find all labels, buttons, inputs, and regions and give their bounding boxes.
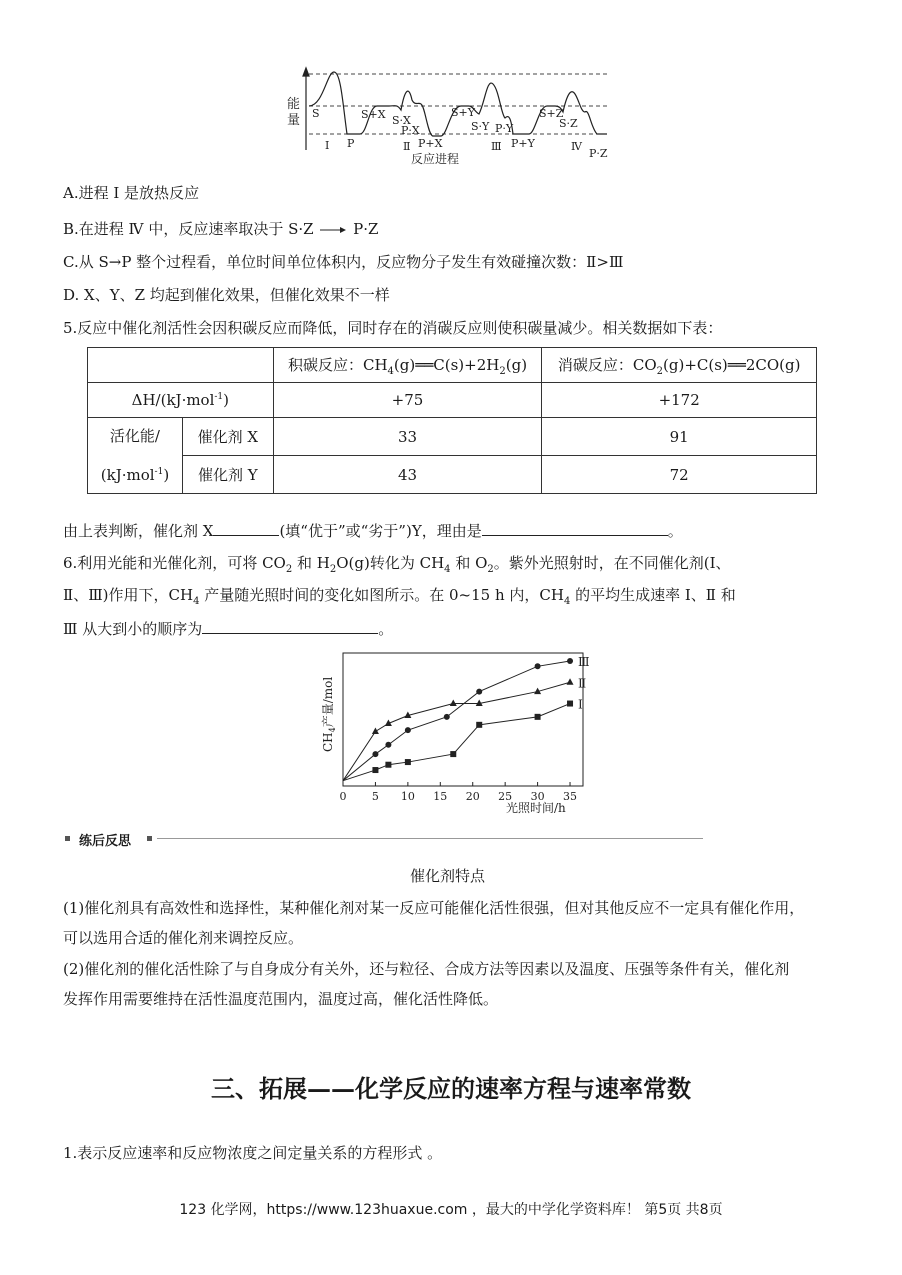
reaction-arrow-icon — [318, 225, 348, 235]
ch4-yield-chart — [318, 648, 588, 816]
table-cell: 72 — [542, 456, 817, 494]
stage-2: Ⅱ — [403, 140, 411, 153]
data-point — [567, 678, 574, 685]
bullet-square-icon — [65, 836, 70, 841]
stage-4: Ⅳ — [571, 140, 582, 153]
answer-blank[interactable] — [482, 521, 668, 536]
x-tick-label: 10 — [400, 790, 415, 803]
x-tick-label: 35 — [563, 790, 578, 803]
table-label-cat-y: 催化剂 Y — [182, 456, 273, 494]
practice-label: 练后反思 — [79, 834, 132, 849]
divider-line — [157, 838, 703, 839]
table-cell: +75 — [273, 383, 542, 418]
x-tick-label: 5 — [371, 790, 379, 803]
data-point — [405, 727, 411, 733]
data-point — [535, 663, 541, 669]
practice-p2-line2: 发挥作用需要维持在活性温度范围内，温度过高，催化活性降低。 — [63, 990, 499, 1008]
series-label: Ⅱ — [578, 676, 587, 691]
data-point — [476, 722, 482, 728]
table-row — [88, 348, 817, 383]
data-point — [385, 742, 391, 748]
data-point — [450, 751, 456, 757]
label-S·Y: S·Y — [471, 120, 490, 133]
energy-xlabel: 反应进程 — [411, 152, 460, 166]
label-S: S — [312, 107, 320, 120]
option-b-product: P·Z — [353, 220, 379, 238]
table-row — [88, 383, 817, 418]
table-cell: 43 — [273, 456, 542, 494]
data-point — [372, 727, 379, 734]
chart-plot-frame — [343, 653, 583, 786]
label-P+X: P+X — [418, 137, 443, 150]
energy-profile-diagram — [285, 66, 615, 168]
label-S·Z: S·Z — [559, 117, 578, 130]
answer-blank[interactable] — [202, 619, 378, 634]
data-point — [385, 762, 391, 768]
x-tick-label: 30 — [530, 790, 545, 803]
data-point — [405, 759, 411, 765]
option-b — [63, 219, 378, 239]
table-row — [88, 456, 817, 494]
practice-divider — [63, 832, 703, 849]
table-label-cat-x: 催化剂 X — [182, 418, 273, 456]
q6-line-1: 6.利用光能和光催化剂，可将 $CO_2$ 和 $H_2O(g)$转化为 $CH_4$ 和 $O_2$。紫外光照射时，在不同催化剂(Ⅰ、 — [63, 554, 731, 575]
table-label-ea: 活化能/ (kJ·mol$^{-1}$) — [88, 418, 183, 494]
series-label: Ⅲ — [578, 654, 590, 669]
q5-data-table — [87, 347, 817, 494]
practice-p1-line1: (1)催化剂具有高效性和选择性，某种催化剂对某一反应可能催化活性很强，但对其他反应不一定具有催化作用， — [63, 899, 805, 917]
data-point — [450, 700, 457, 707]
label-P+Y: P+Y — [511, 137, 535, 150]
practice-p1-line2: 可以选用合适的催化剂来调控反应。 — [63, 929, 304, 947]
label-S+Y: S+Y — [451, 106, 476, 119]
label-P: P — [347, 137, 355, 150]
label-S·X: S·X — [392, 114, 411, 127]
option-a: A.进程 Ⅰ 是放热反应 — [63, 184, 200, 202]
table-cell: 91 — [542, 418, 817, 456]
label-P·X: P·X — [401, 124, 420, 137]
table-label-dh: ΔH/(kJ·mol$^{-1}$) — [88, 383, 274, 418]
page-footer: 123 化学网，https://www.123huaxue.com ，最大的中学化学资料库！ 第5页 共8页 — [179, 1202, 723, 1218]
q5-intro: 5.反应中催化剂活性会因积碳反应而降低，同时存在的消碳反应则使积碳量减少。相关数据如下表： — [63, 319, 723, 337]
table-row — [88, 418, 817, 456]
chart-xlabel: 光照时间/h — [506, 801, 566, 815]
option-c: C.从 S→P 整个过程看，单位时间单位体积内，反应物分子发生有效碰撞次数：Ⅱ>Ⅲ — [63, 253, 624, 271]
table-cell-empty — [88, 348, 274, 383]
stage-3: Ⅲ — [491, 140, 502, 153]
data-point — [372, 751, 378, 757]
energy-axes — [303, 68, 309, 150]
practice-p2-line1: (2)催化剂的催化活性除了与自身成分有关外，还与粒径、合成方法等因素以及温度、压强等条件有关，催化剂 — [63, 960, 790, 978]
stage-1: Ⅰ — [325, 139, 330, 152]
x-tick-label: 15 — [433, 790, 448, 803]
label-S+Z: S+Z — [539, 107, 564, 120]
q5-conclusion: 由上表判断，催化剂 X (填“优于”或“劣于”)Y，理由是 。 — [63, 522, 683, 540]
x-tick-label: 25 — [498, 790, 513, 803]
q6-line-2: Ⅱ、Ⅲ)作用下，$CH_4$ 产量随光照时间的变化如图所示。在 0~15 h 内，$CH_4$ 的平均生成速率 Ⅰ、Ⅱ 和 — [63, 586, 736, 607]
label-P·Y: P·Y — [495, 122, 514, 135]
answer-blank[interactable] — [213, 521, 279, 536]
energy-ylabel-1: 能 — [287, 97, 301, 112]
energy-ylabel-2: 量 — [287, 113, 301, 128]
option-b-text: B.在进程 Ⅳ 中，反应速率取决于 S·Z — [63, 220, 314, 238]
option-d: D. X、Y、Z 均起到催化效果，但催化效果不一样 — [63, 286, 390, 304]
label-S+X: S+X — [361, 108, 386, 121]
bullet-square-icon — [147, 836, 152, 841]
energy-labels — [287, 96, 608, 166]
x-tick-label: 0 — [339, 790, 347, 803]
section3-item-1: 1.表示反应速率和反应物浓度之间定量关系的方程形式 。 — [63, 1144, 443, 1162]
data-point — [476, 689, 482, 695]
table-header-coking: 积碳反应：$CH_4(g)══C(s)+2H_2(g)$ — [273, 348, 542, 383]
data-point — [444, 714, 450, 720]
data-point — [372, 767, 378, 773]
practice-title: 催化剂特点 — [410, 867, 486, 885]
table-cell: +172 — [542, 383, 817, 418]
data-point — [567, 658, 573, 664]
q6-line-3: Ⅲ 从大到小的顺序为 。 — [63, 620, 394, 638]
data-point — [535, 714, 541, 720]
x-tick-label: 20 — [465, 790, 480, 803]
table-cell: 33 — [273, 418, 542, 456]
section-heading: 三、拓展——化学反应的速率方程与速率常数 — [211, 1074, 691, 1103]
series-label: Ⅰ — [578, 697, 583, 712]
table-header-decoking: 消碳反应：$CO_2(g)+C(s)══2CO(g)$ — [542, 348, 817, 383]
series-line — [343, 661, 570, 781]
chart-ylabel: $CH_4$产量/mol — [321, 676, 337, 752]
data-point — [567, 701, 573, 707]
label-P·Z: P·Z — [589, 147, 608, 160]
